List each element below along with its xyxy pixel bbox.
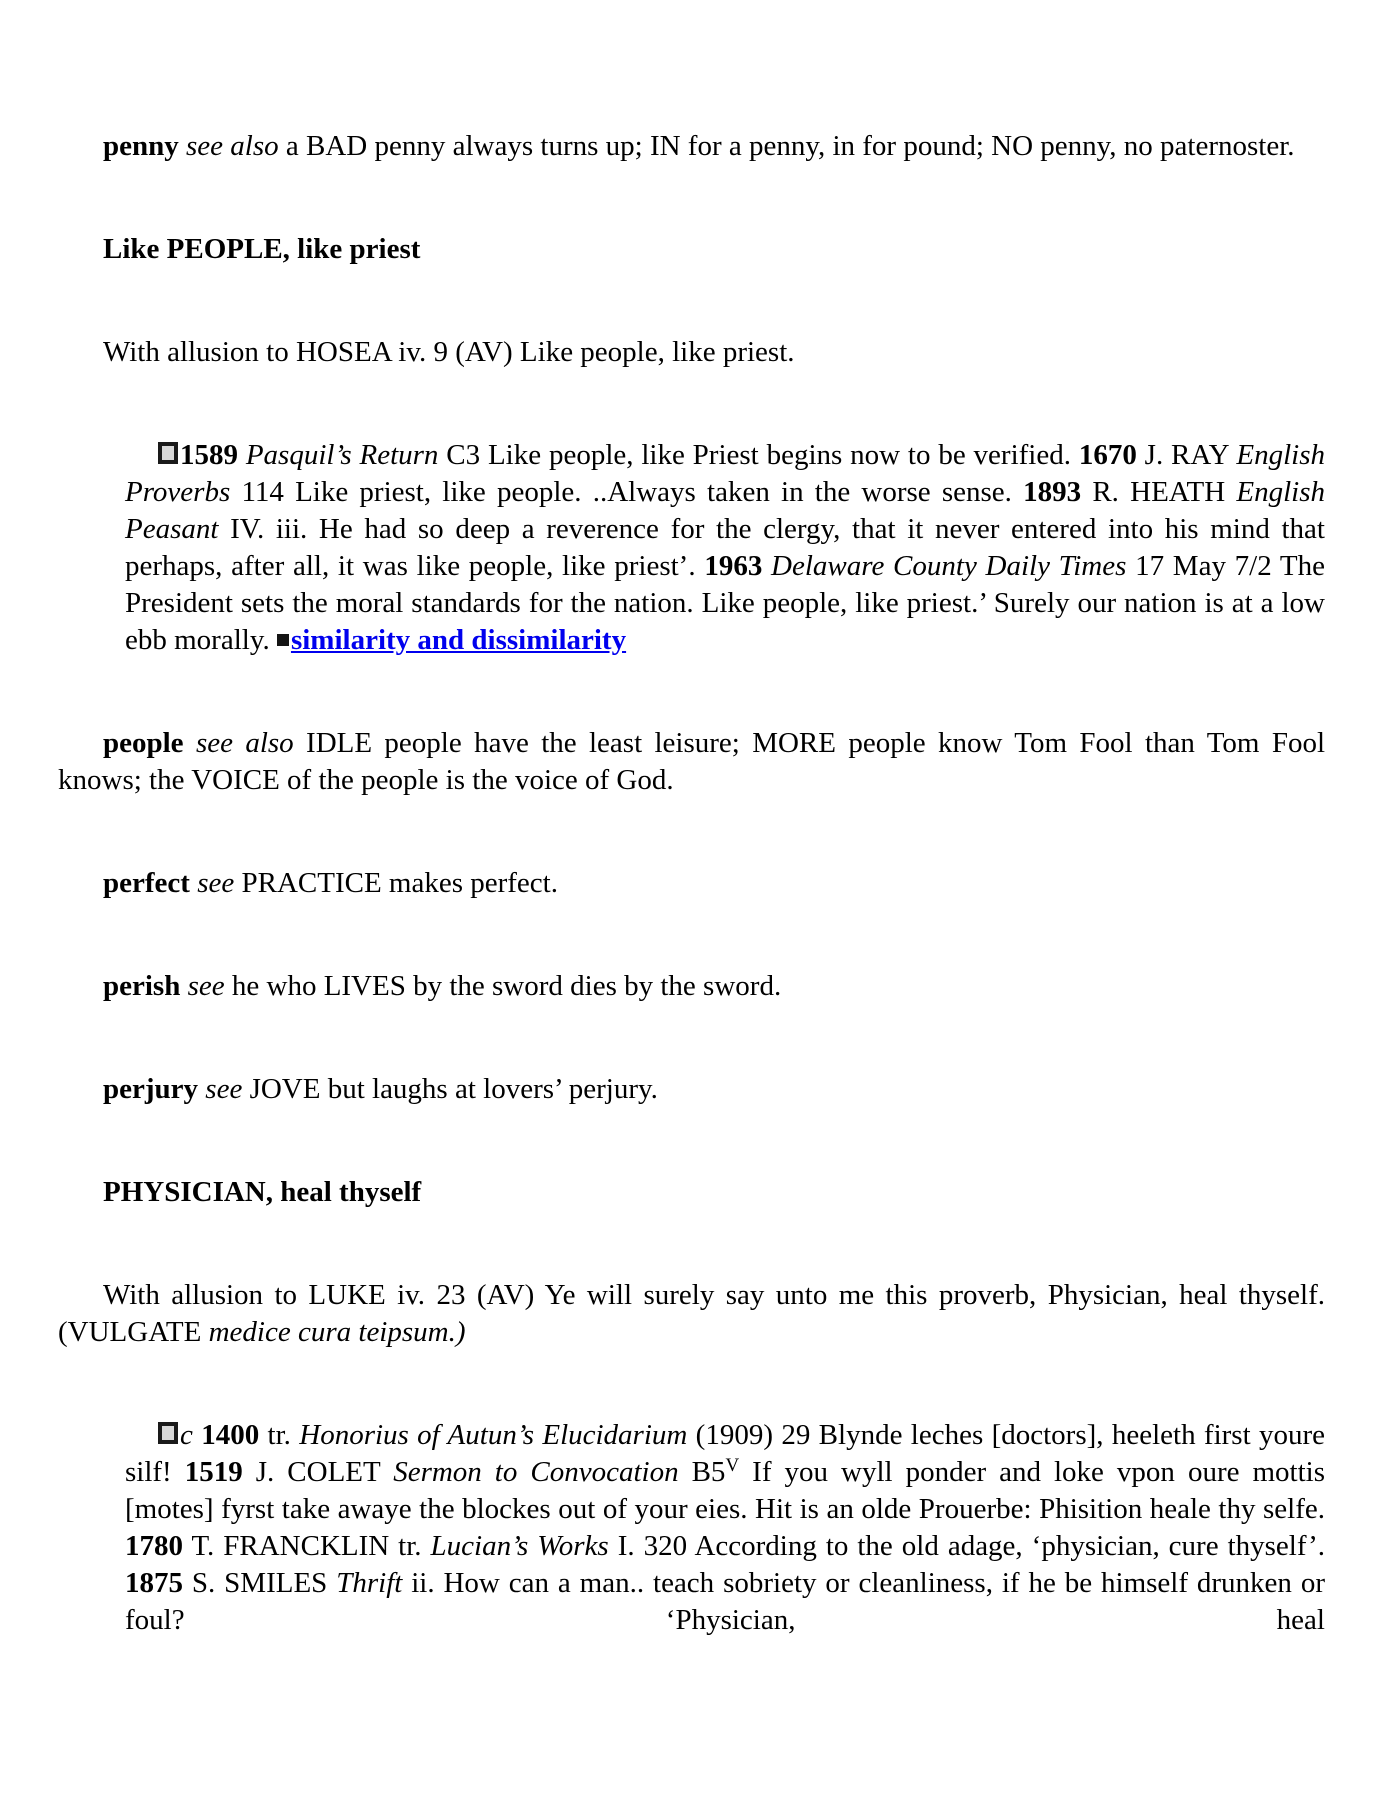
quotation-block-square-icon bbox=[158, 1422, 178, 1444]
text-segment: B5 bbox=[678, 1456, 726, 1488]
text-segment: If you wyll ponder and loke vpon oure mottis [motes] fyrst take awaye the blockes out of your eies. Hit is an olde Prouerbe: Phisition heale thy selfe. bbox=[125, 1456, 1325, 1525]
heading-like-people-like-priest bbox=[58, 231, 1325, 268]
text-segment: J. COLET bbox=[242, 1456, 394, 1488]
note-like-people bbox=[58, 334, 1325, 371]
text-segment: R. HEATH bbox=[1081, 476, 1237, 508]
text-segment: penny bbox=[103, 130, 179, 162]
text-segment: 1589 bbox=[180, 439, 238, 471]
text-segment: medice cura teipsum.) bbox=[208, 1316, 466, 1348]
text-segment: V bbox=[725, 1455, 740, 1476]
text-segment: Lucian’s Works bbox=[430, 1530, 609, 1562]
text-segment: tr. bbox=[259, 1419, 300, 1451]
text-segment: perjury bbox=[103, 1073, 199, 1105]
heading-physician-heal-thyself bbox=[58, 1174, 1325, 1211]
text-segment bbox=[762, 550, 771, 582]
text-segment: 1780 bbox=[125, 1530, 183, 1562]
text-segment: 1963 bbox=[704, 550, 763, 582]
note-physician bbox=[58, 1277, 1325, 1351]
text-segment: English Peasant bbox=[125, 476, 1325, 545]
text-segment: 1893 bbox=[1023, 476, 1082, 508]
text-segment: With allusion to LUKE iv. 23 (AV) Ye will surely say unto me this proverb, Physician, heal thyself. (VULGATE bbox=[58, 1279, 1325, 1348]
text-segment: English Proverbs bbox=[125, 439, 1325, 508]
text-segment: he who LIVES by the sword dies by the sword. bbox=[224, 970, 782, 1002]
text-segment: a BAD penny always turns up; IN for a penny, in for pound; NO penny, no paternoster. bbox=[278, 130, 1295, 162]
text-segment bbox=[180, 970, 187, 1002]
text-segment: see also bbox=[186, 130, 279, 162]
text-segment: see bbox=[187, 970, 225, 1002]
text-segment: 1400 bbox=[201, 1419, 260, 1451]
quotations-physician bbox=[125, 1417, 1325, 1639]
text-segment: 1670 bbox=[1078, 439, 1137, 471]
text-segment: perish bbox=[103, 970, 181, 1002]
text-segment: 17 May 7/2 The President sets the moral standards for the nation. Like people, like priest.’ Surely our nation is at a low ebb morally. bbox=[125, 550, 1326, 656]
text-segment: 1519 bbox=[184, 1456, 243, 1488]
text-segment: I. 320 According to the old adage, ‘physician, cure thyself’. bbox=[608, 1530, 1326, 1562]
text-segment: ii. How can a man.. teach sobriety or cleanliness, if he be himself drunken or foul? ‘Physician, heal bbox=[125, 1567, 1325, 1636]
cross-reference-bullet-icon bbox=[277, 634, 289, 646]
text-segment: see also bbox=[195, 727, 294, 759]
quotation-block-square-icon bbox=[158, 442, 178, 464]
text-segment: Thrift bbox=[336, 1567, 403, 1599]
text-segment: perfect bbox=[103, 867, 190, 899]
entry-perfect bbox=[58, 865, 1325, 902]
text-segment: C3 Like people, like Priest begins now to be verified. bbox=[438, 439, 1079, 471]
entry-penny bbox=[58, 128, 1325, 165]
text-segment: Honorius of Autun’s Elucidarium bbox=[299, 1419, 688, 1451]
text-segment: T. FRANCKLIN tr. bbox=[183, 1530, 431, 1562]
text-segment: IV. iii. He had so deep a reverence for the clergy, that it never entered into his mind that perhaps, after all, it was like people, like priest’. bbox=[125, 513, 1325, 582]
text-segment: see bbox=[205, 1073, 243, 1105]
entry-perish bbox=[58, 968, 1325, 1005]
text-segment: PRACTICE makes perfect. bbox=[234, 867, 558, 899]
text-segment: 1875 bbox=[125, 1567, 183, 1599]
entry-people bbox=[58, 725, 1325, 799]
text-segment: people bbox=[103, 727, 184, 759]
text-segment: Delaware County Daily Times bbox=[771, 550, 1127, 582]
text-segment: J. RAY bbox=[1136, 439, 1237, 471]
cross-reference-link[interactable]: similarity and dissimilarity bbox=[290, 624, 627, 656]
text-segment bbox=[184, 727, 196, 759]
text-segment: (1909) 29 Blynde leches [doctors], heeleth first youre silf! bbox=[125, 1419, 1325, 1488]
text-segment: With allusion to HOSEA iv. 9 (AV) Like people, like priest. bbox=[103, 336, 795, 368]
text-segment: IDLE people have the least leisure; MORE people know Tom Fool than Tom Fool knows; the VOICE of the people is the voice of God. bbox=[58, 727, 1326, 796]
text-segment: S. SMILES bbox=[183, 1567, 337, 1599]
text-segment: Sermon to Convocation bbox=[393, 1456, 679, 1488]
text-segment: Pasquil’s Return bbox=[245, 439, 439, 471]
entry-perjury bbox=[58, 1071, 1325, 1108]
text-segment bbox=[179, 130, 186, 162]
text-segment: 114 Like priest, like people. ..Always taken in the worse sense. bbox=[230, 476, 1024, 508]
text-segment: see bbox=[197, 867, 235, 899]
text-segment: c bbox=[180, 1419, 193, 1451]
text-segment: PHYSICIAN, heal thyself bbox=[103, 1176, 422, 1208]
text-segment bbox=[238, 439, 246, 471]
text-segment: Like PEOPLE, like priest bbox=[103, 233, 421, 265]
quotations-like-people bbox=[125, 437, 1325, 659]
text-segment: JOVE but laughs at lovers’ perjury. bbox=[242, 1073, 658, 1105]
text-segment bbox=[193, 1419, 201, 1451]
